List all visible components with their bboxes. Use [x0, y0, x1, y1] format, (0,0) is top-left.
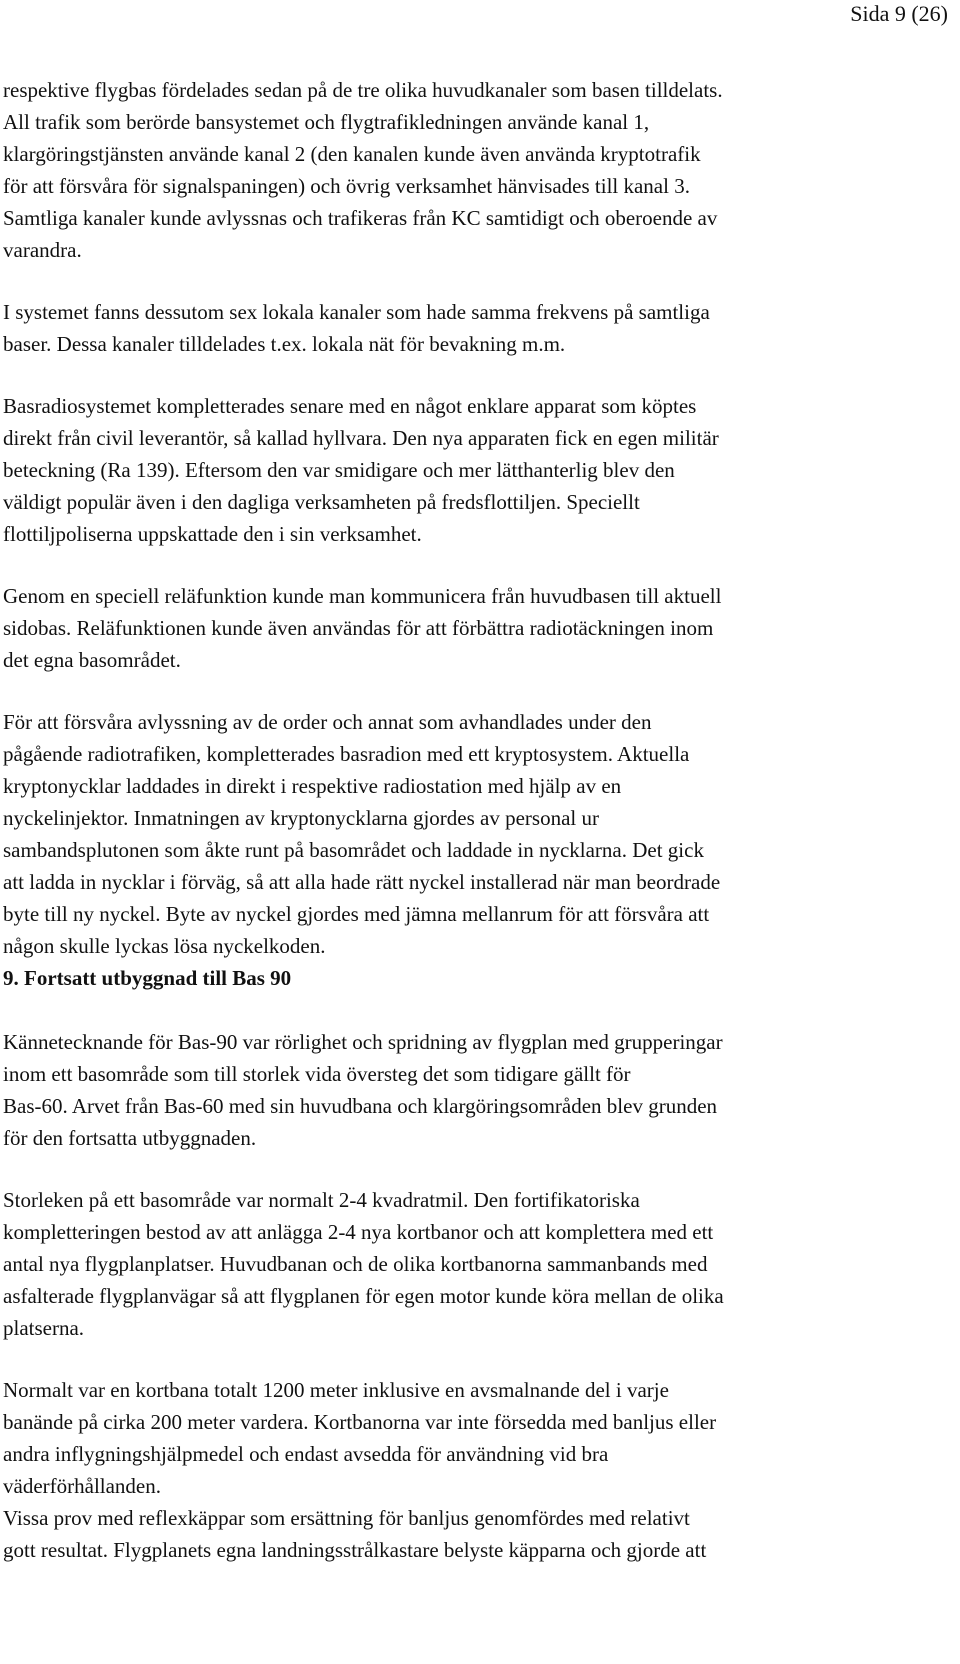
text-line: respektive flygbas fördelades sedan på de tre olika huvudkanaler som basen tilldelats. — [3, 78, 723, 102]
text-line: Normalt var en kortbana totalt 1200 meter inklusive en avsmalnande del i varje — [3, 1378, 669, 1402]
text-line: sambandsplutonen som åkte runt på basområdet och laddade in nycklarna. Det gick — [3, 838, 704, 862]
text-line: att ladda in nycklar i förväg, så att alla hade rätt nyckel installerad när man beordrade — [3, 870, 721, 894]
text-line: antal nya flygplanplatser. Huvudbanan och de olika kortbanorna sammanbands med — [3, 1252, 708, 1276]
text-line: Storleken på ett basområde var normalt 2-4 kvadratmil. Den fortifikatoriska — [3, 1188, 640, 1212]
paragraph-crypto — [3, 706, 953, 962]
text-line: det egna basområdet. — [3, 648, 181, 672]
text-line: väldigt populär även i den dagliga verksamheten på fredsflottiljen. Speciellt — [3, 490, 640, 514]
text-line: Kännetecknande för Bas-90 var rörlighet och spridning av flygplan med grupperingar — [3, 1030, 723, 1054]
text-line: någon skulle lyckas lösa nyckelkoden. — [3, 934, 326, 958]
text-line: pågående radiotrafiken, kompletterades basradion med ett kryptosystem. Aktuella — [3, 742, 690, 766]
text-line: varandra. — [3, 238, 82, 262]
text-line: kompletteringen bestod av att anlägga 2-4 nya kortbanor och att komplettera med ett — [3, 1220, 714, 1244]
section-heading: 9. Fortsatt utbyggnad till Bas 90 — [3, 966, 292, 990]
text-line: kryptonycklar laddades in direkt i respektive radiostation med hjälp av en — [3, 774, 622, 798]
text-line: inom ett basområde som till storlek vida översteg det som tidigare gällt för — [3, 1062, 631, 1086]
text-line: asfalterade flygplanvägar så att flygplanen för egen motor kunde köra mellan de olika — [3, 1284, 724, 1308]
text-line: I systemet fanns dessutom sex lokala kanaler som hade samma frekvens på samtliga — [3, 300, 710, 324]
paragraph-basradio — [3, 390, 953, 550]
paragraph-bas90-intro — [3, 1026, 953, 1154]
text-line: nyckelinjektor. Inmatningen av kryptonycklarna gjordes av personal ur — [3, 806, 599, 830]
text-line: Samtliga kanaler kunde avlyssnas och trafikeras från KC samtidigt och oberoende av — [3, 206, 718, 230]
text-line: Bas-60. Arvet från Bas-60 med sin huvudbana och klargöringsområden blev grunden — [3, 1094, 718, 1118]
document-body — [3, 74, 953, 1566]
text-line: banände på cirka 200 meter vardera. Kortbanorna var inte försedda med banljus eller — [3, 1410, 717, 1434]
text-line: klargöringstjänsten använde kanal 2 (den kanalen kunde även använda kryptotrafik — [3, 142, 701, 166]
text-line: direkt från civil leverantör, så kallad hyllvara. Den nya apparaten fick en egen militär — [3, 426, 719, 450]
paragraph-base-area — [3, 1184, 953, 1344]
text-line: Genom en speciell reläfunktion kunde man kommunicera från huvudbasen till aktuell — [3, 584, 722, 608]
text-line: platserna. — [3, 1316, 85, 1340]
text-line: sidobas. Reläfunktionen kunde även användas för att förbättra radiotäckningen inom — [3, 616, 714, 640]
text-line: gott resultat. Flygplanets egna landningsstrålkastare belyste käpparna och gjorde att — [3, 1538, 707, 1562]
paragraph-relay — [3, 580, 953, 676]
text-line: beteckning (Ra 139). Eftersom den var smidigare och mer lätthanterlig blev den — [3, 458, 675, 482]
text-line: för den fortsatta utbyggnaden. — [3, 1126, 257, 1150]
text-line: flottiljpoliserna uppskattade den i sin verksamhet. — [3, 522, 422, 546]
text-line: byte till ny nyckel. Byte av nyckel gjordes med jämna mellanrum för att försvåra att — [3, 902, 710, 926]
paragraph-short-runway — [3, 1374, 953, 1566]
text-line: Basradiosystemet kompletterades senare med en något enklare apparat som köptes — [3, 394, 697, 418]
text-line: baser. Dessa kanaler tilldelades t.ex. lokala nät för bevakning m.m. — [3, 332, 566, 356]
text-line: All trafik som berörde bansystemet och flygtrafikledningen använde kanal 1, — [3, 110, 650, 134]
text-line: andra inflygningshjälpmedel och endast avsedda för användning vid bra — [3, 1442, 609, 1466]
text-line: Vissa prov med reflexkäppar som ersättning för banljus genomfördes med relativt — [3, 1506, 690, 1530]
text-line: för att försvåra för signalspaningen) och övrig verksamhet hänvisades till kanal 3. — [3, 174, 690, 198]
text-line: För att försvåra avlyssning av de order och annat som avhandlades under den — [3, 710, 652, 734]
paragraph-local-channels — [3, 296, 953, 360]
page-number: Sida 9 (26) — [850, 1, 948, 26]
text-line: väderförhållanden. — [3, 1474, 162, 1498]
paragraph-radio-channels — [3, 74, 953, 266]
